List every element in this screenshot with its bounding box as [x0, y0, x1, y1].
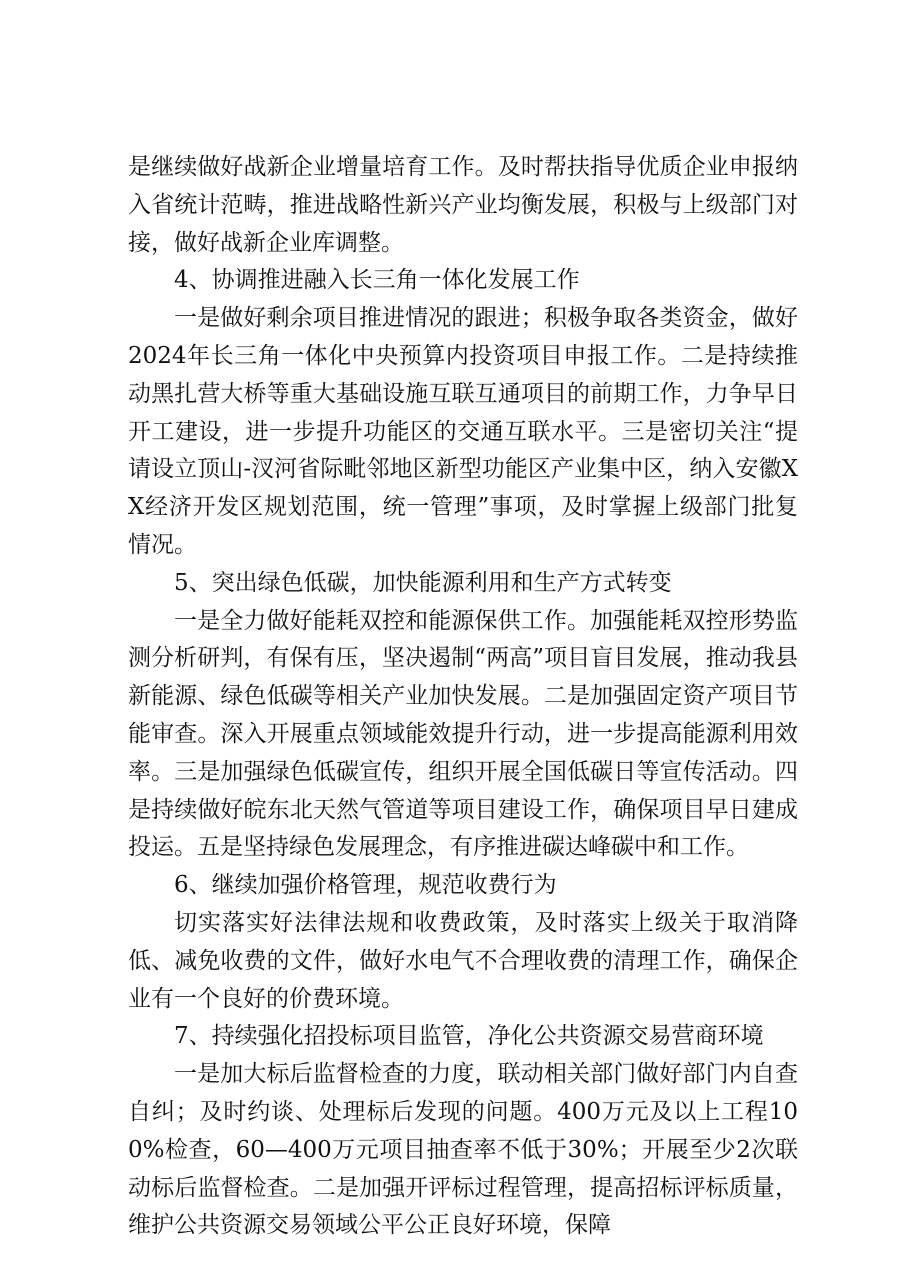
paragraph-continuation: 是继续做好战新企业增量培育工作。及时帮扶指导优质企业申报纳入省统计范畴，推进战略性新兴产业均衡发展，积极与上级部门对接，做好战新企业库调整。	[128, 154, 798, 256]
paragraph-section-6: 切实落实好法律法规和收费政策，及时落实上级关于取消降低、减免收费的文件，做好水电气不合理收费的清理工作，确保企业有一个良好的价费环境。	[128, 909, 798, 1012]
section-heading-7: 7、持续强化招投标项目监管，净化公共资源交易营商环境	[174, 1023, 764, 1050]
section-heading-4: 4、协调推进融入长三角一体化发展工作	[174, 267, 580, 294]
section-heading-6: 6、继续加强价格管理，规范收费行为	[174, 872, 557, 899]
paragraph-section-7: 一是加大标后监督检查的力度，联动相关部门做好部门内自查自纠；及时约谈、处理标后发现的问题。400万元及以上工程100%检查，60—400万元项目抽查率不低于30%；开展至少2次联动标后监督检查。二是加强开评标过程管理，提高招标评标质量，维护公共资源交易领域公平公正良好环境，保障	[128, 1061, 798, 1239]
paragraph-section-4: 一是做好剩余项目推进情况的跟进；积极争取各类资金，做好2024年长三角一体化中央预算内投资项目申报工作。二是持续推动黑扎营大桥等重大基础设施互联互通项目的前期工作，力争早日开工建设，进一步提升功能区的交通互联水平。三是密切关注“提请设立顶山-汊河省际毗邻地区新型功能区产业集中区，纳入安徽XX经济开发区规划范围，统一管理”事项，及时掌握上级部门批复情况。	[128, 305, 798, 558]
section-heading-5: 5、突出绿色低碳，加快能源利用和生产方式转变	[174, 569, 672, 596]
document-body	[128, 149, 798, 1245]
paragraph-section-5: 一是全力做好能耗双控和能源保供工作。加强能耗双控形势监测分析研判，有保有压，坚决遏制“两高”项目盲目发展，推动我县新能源、绿色低碳等相关产业加快发展。二是加强固定资产项目节能审查。深入开展重点领域能效提升行动，进一步提高能源利用效率。三是加强绿色低碳宣传，组织开展全国低碳日等宣传活动。四是持续做好皖东北天然气管道等项目建设工作，确保项目早日建成投运。五是坚持绿色发展理念，有序推进碳达峰碳中和工作。	[128, 607, 798, 861]
